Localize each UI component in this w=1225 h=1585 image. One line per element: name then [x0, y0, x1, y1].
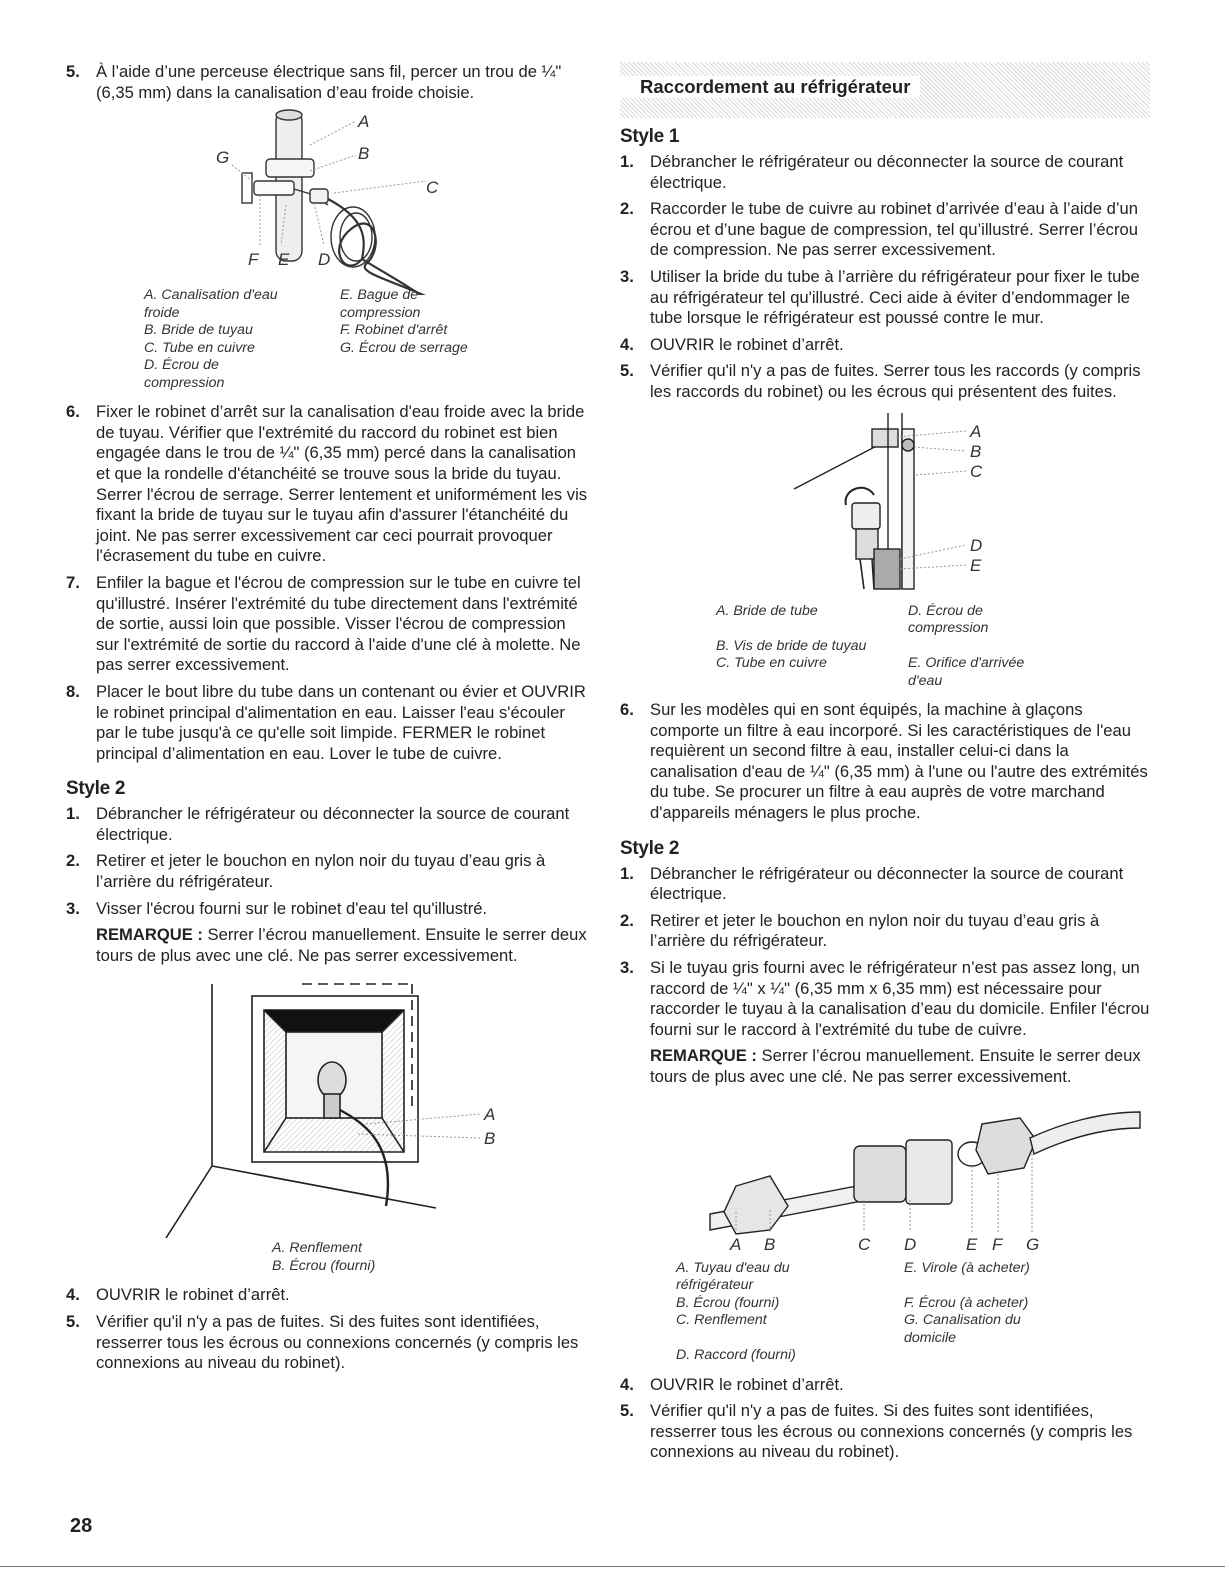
- callout-e: E: [278, 250, 290, 270]
- legend-item: [904, 1347, 1084, 1365]
- remark-text: Serrer l’écrou manuellement. Ensuite le serrer deux tours de plus avec une clé. Ne pas serrer excessivement.: [96, 925, 587, 965]
- legend-item: C. Tube en cuivre: [144, 339, 255, 356]
- fitting-assembly-diagram: [620, 1094, 1150, 1254]
- step-text: Débrancher le réfrigérateur ou déconnecter la source de courant électrique.: [650, 863, 1124, 904]
- step-text: Vérifier qu'il n'y a pas de fuites. Serrer tous les raccords (y compris les raccords du robinet) ou les écrous qui présentent des fuites.: [650, 361, 1141, 401]
- list-item: [66, 851, 588, 892]
- section-heading: Style 2: [66, 778, 126, 800]
- legend-item: F. Écrou (à acheter): [904, 1294, 1029, 1311]
- step-number: 5.: [66, 1312, 80, 1332]
- step-number: 5.: [620, 361, 634, 381]
- list-item: [620, 911, 1150, 952]
- callout-f: F: [992, 1234, 1003, 1254]
- legend-item: B. Écrou (fourni): [676, 1294, 780, 1311]
- legend-item: A. Canalisation d'eau froide: [144, 287, 278, 321]
- list-item: [620, 152, 1150, 193]
- legend-item: A. Bride de tube: [716, 602, 818, 619]
- callout-e: E: [966, 1234, 978, 1254]
- water-valve-recess-diagram: [66, 976, 588, 1238]
- step-text: Utiliser la bride du tube à l’arrière du réfrigérateur pour fixer le tube au réfrigérateur tel qu'illustré. Ceci aide à éviter d’endommager le tube lorsque le réfrigérateur est poussé contre le mur.: [650, 266, 1140, 328]
- step-number: 6.: [66, 402, 80, 422]
- callout-a: A: [484, 1105, 496, 1125]
- step-text: Fixer le robinet d’arrêt sur la canalisation d'eau froide avec la bride de tuyau. Vérifier que l'extrémité du raccord du robinet est bien engagée dans le trou de ¼" (6,35 mm) percé dans la canalisation et que la rondelle d'étanchéité se trouve sous la bride du tuyau. Serrer l'écrou de serrage. Serrer lentement et uniformément les vis fixant la bride de tuyau sur le tuyau afin d'assurer l'étanchéité du joint. Ne pas serrer excessivement car ceci pourrait provoquer l'écrasement du tube en cuivre.: [96, 402, 588, 566]
- step-text: Enfiler la bague et l'écrou de compression sur le tube en cuivre tel qu'illustré. Insérer l'extrémité du tube directement dans l'extrémité de sortie, aussi loin que possible. Visser l'écrou de compression sur l'extrémité de sortie du raccord à l'aide d'une clé à molette. Ne pas serrer excessivement.: [96, 572, 581, 675]
- list-item: [620, 267, 1150, 329]
- list-item: [66, 573, 588, 676]
- step-number: 4.: [620, 1374, 634, 1394]
- section-heading: Style 1: [620, 126, 680, 147]
- callout-b: B: [484, 1129, 496, 1149]
- step-text: Raccorder le tube de cuivre au robinet d’arrivée d’eau à l’aide d’un écrou et d’une bague de compression, tel qu’illustré. Serrer l’écrou de compression. Ne pas serrer excessivement.: [650, 199, 1138, 260]
- step-text: Placer le bout libre du tube dans un contenant ou évier et OUVRIR le robinet principal d'alimentation en eau. Laisser l'eau s'écouler par le tube jusqu'à ce qu'elle soit limpide. FERMER le robinet principal d’alimentation en eau. Lover le tube de cuivre.: [96, 681, 586, 763]
- callout-b: B: [358, 144, 370, 164]
- step-text: Vérifier qu'il n'y a pas de fuites. Si des fuites sont identifiées, resserrer tous les écrous ou connexions concernés (y compris les connexions au niveau du robinet).: [650, 1401, 1133, 1462]
- section-title-banner: [620, 62, 1150, 118]
- step-number: 2.: [66, 851, 80, 871]
- callout-c: C: [426, 178, 439, 198]
- step-number: 1.: [620, 152, 634, 171]
- step-text: Si le tuyau gris fourni avec le réfrigérateur n’est pas assez long, un raccord de ¼" x ¼" (6,35 mm x 6,35 mm) est nécessaire pour raccorder le tuyau à la canalisation d’eau du domicile. Enfiler l'écrou fourni sur le raccord à l'extrémité du tube de cuivre.: [650, 957, 1150, 1039]
- section-heading: Style 2: [620, 837, 680, 859]
- remark-note: [66, 925, 588, 966]
- list-item: [66, 402, 588, 567]
- list-item: [620, 335, 1150, 356]
- step-text: Vérifier qu'il n'y a pas de fuites. Si des fuites sont identifiées, resserrer tous les écrous ou connexions concernés (y compris les connexions au niveau du robinet).: [96, 1312, 579, 1373]
- remark-label: REMARQUE :: [650, 1046, 757, 1066]
- step-text: Débrancher le réfrigérateur ou déconnecter la source de courant électrique.: [96, 804, 570, 844]
- step-number: 3.: [620, 266, 634, 286]
- legend-item: F. Robinet d'arrêt: [340, 322, 448, 339]
- list-item: [620, 1401, 1150, 1463]
- list-item: [620, 864, 1150, 905]
- figure-legend: [676, 1260, 1150, 1365]
- legend-item: A. Renflement: [272, 1240, 362, 1257]
- step-number: 3.: [620, 957, 634, 977]
- page-number: 28: [70, 1515, 93, 1537]
- list-item: [620, 361, 1150, 402]
- callout-a: A: [730, 1234, 742, 1254]
- left-column: [66, 62, 588, 1380]
- step-text: OUVRIR le robinet d’arrêt.: [650, 1374, 844, 1394]
- step-text: Visser l'écrou fourni sur le robinet d'eau tel qu'illustré.: [96, 898, 488, 918]
- right-column: [620, 62, 1150, 1469]
- step-text: Retirer et jeter le bouchon en nylon noir du tuyau d’eau gris à l’arrière du réfrigérateur.: [96, 851, 546, 892]
- callout-b: B: [764, 1234, 776, 1254]
- callout-g: G: [1026, 1234, 1040, 1254]
- legend-item: G. Canalisation du domicile: [904, 1312, 1021, 1346]
- legend-item: B. Bride de tuyau: [144, 322, 253, 339]
- legend-item: E. Orifice d'arrivée d'eau: [908, 655, 1025, 689]
- remark-text: Serrer l’écrou manuellement. Ensuite le serrer deux tours de plus avec une clé. Ne pas serrer excessivement.: [650, 1046, 1141, 1086]
- shutoff-valve-diagram: [66, 109, 588, 295]
- section-title: Raccordement au réfrigérateur: [620, 76, 920, 98]
- list-item: [66, 804, 588, 845]
- callout-f: F: [248, 250, 259, 270]
- step-number: 5.: [66, 62, 80, 81]
- legend-item: C. Tube en cuivre: [716, 655, 827, 672]
- remark-note: [620, 1046, 1150, 1087]
- legend-item: G. Écrou de serrage: [340, 339, 468, 356]
- step-text: OUVRIR le robinet d’arrêt.: [96, 1285, 290, 1305]
- legend-item: B. Écrou (fourni): [272, 1257, 376, 1274]
- legend-item: E. Virole (à acheter): [904, 1259, 1030, 1276]
- list-item: [620, 700, 1150, 824]
- callout-d: D: [318, 250, 331, 270]
- callout-c: C: [858, 1234, 871, 1254]
- step-number: 8.: [66, 681, 80, 701]
- step-text: Retirer et jeter le bouchon en nylon noir du tuyau d’eau gris à l’arrière du réfrigérateur.: [650, 910, 1100, 951]
- callout-d: D: [970, 535, 983, 555]
- step-number: 2.: [620, 199, 634, 219]
- list-item: [620, 1375, 1150, 1396]
- legend-item: D. Raccord (fourni): [676, 1347, 796, 1364]
- legend-item: [908, 638, 1088, 656]
- callout-c: C: [970, 461, 983, 481]
- step-number: 2.: [620, 910, 634, 930]
- list-item: [66, 1285, 588, 1306]
- figure-legend: [144, 287, 588, 392]
- step-number: 4.: [66, 1285, 80, 1305]
- step-text: OUVRIR le robinet d’arrêt.: [650, 334, 844, 354]
- list-item: [66, 62, 588, 103]
- step-text: À l’aide d’une perceuse électrique sans fil, percer un trou de ¼" (6,35 mm) dans la canalisation d’eau froide choisie.: [96, 62, 562, 102]
- step-text: Débrancher le réfrigérateur ou déconnecter la source de courant électrique.: [650, 152, 1124, 192]
- list-item: [66, 899, 588, 920]
- step-number: 3.: [66, 898, 80, 918]
- callout-b: B: [970, 441, 982, 461]
- bottom-divider: [0, 1566, 1225, 1567]
- list-item: [620, 199, 1150, 261]
- step-number: 7.: [66, 572, 80, 592]
- legend-item: D. Écrou de compression: [144, 357, 225, 391]
- callout-a: A: [358, 112, 370, 132]
- legend-item: E. Bague de compression: [340, 287, 421, 321]
- list-item: [66, 1312, 588, 1374]
- step-number: 1.: [66, 804, 80, 824]
- step-number: 5.: [620, 1401, 634, 1421]
- list-item: [620, 958, 1150, 1040]
- legend-item: B. Vis de bride de tuyau: [716, 637, 867, 654]
- callout-d: D: [904, 1234, 917, 1254]
- step-text: Sur les modèles qui en sont équipés, la machine à glaçons comporte un filtre à eau incorporé. Si les caractéristiques de l'eau requièrent un second filtre à eau, installer celui-ci dans la canalisation d'eau de ¼" (6,35 mm) à l'une ou l'autre des extrémités du tube. Se procurer un filtre à eau auprès de votre marchand d'appareils ménagers le plus proche.: [650, 700, 1148, 822]
- legend-item: C. Renflement: [676, 1312, 767, 1329]
- figure-legend: [272, 1240, 588, 1275]
- refrigerator-inlet-diagram: [620, 409, 1150, 599]
- callout-g: G: [216, 148, 230, 168]
- figure-legend: [716, 603, 1150, 691]
- legend-item: A. Tuyau d'eau du réfrigérateur: [676, 1259, 790, 1294]
- legend-item: D. Écrou de compression: [908, 602, 989, 637]
- legend-item: [340, 357, 520, 392]
- step-number: 1.: [620, 863, 634, 883]
- callout-e: E: [970, 555, 982, 575]
- callout-a: A: [970, 421, 982, 441]
- step-number: 6.: [620, 700, 634, 720]
- step-number: 4.: [620, 334, 634, 354]
- list-item: [66, 682, 588, 764]
- remark-label: REMARQUE :: [96, 925, 203, 945]
